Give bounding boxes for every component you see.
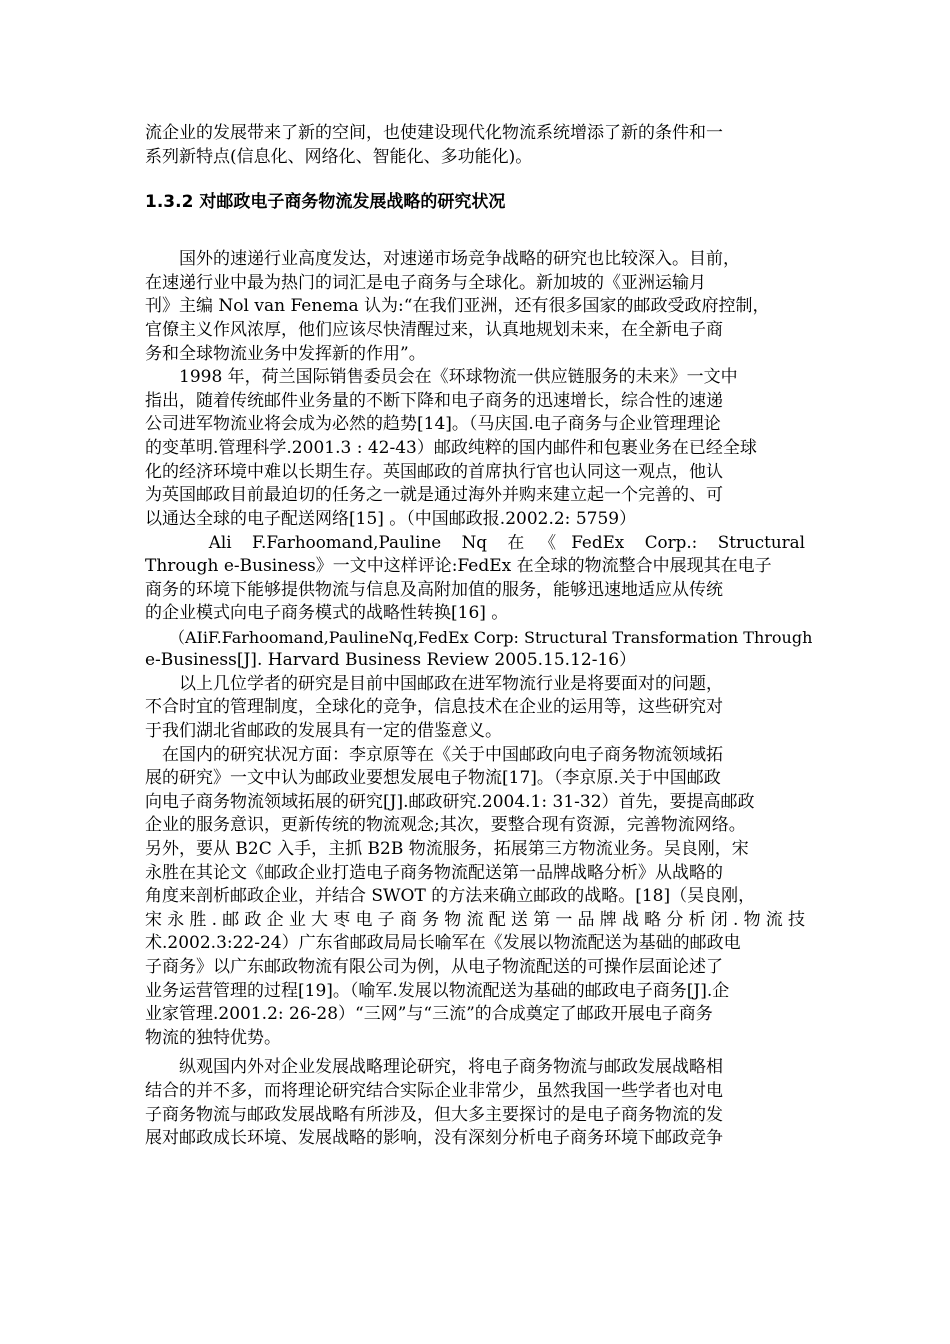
text-line: 国外的速递行业高度发达，对速递市场竞争战略的研究也比较深入。目前， [145,249,740,270]
text-line: 展的研究》一文中认为邮政业要想发展电子物流[17]。（李京原.关于中国邮政 [145,768,721,789]
paragraph-summary [145,673,805,744]
text-line: 在国内的研究状况方面：李京原等在《关于中国邮政向电子商务物流领域拓 [145,744,723,765]
paragraph-netherlands [145,366,805,531]
text-line: 纵观国内外对企业发展战略理论研究，将电子商务物流与邮政发展战略相 [145,1057,723,1078]
text-line: 公司进军物流业将会成为必然的趋势[14]。（马庆国.电子商务与企业管理理论 [145,414,721,435]
text-line: Ali F.Farhoomand,Pauline Nq 在《FedEx Corp.: Structural [208,532,805,553]
text-line: 流企业的发展带来了新的空间，也使建设现代化物流系统增添了新的条件和一 [145,123,723,143]
intro-paragraph [145,122,805,169]
text-line: 结合的并不多，而将理论研究结合实际企业非常少，虽然我国一些学者也对电 [145,1080,723,1101]
text-line: 商务的环境下能够提供物流与信息及高附加值的服务，能够迅速地适应从传统 [145,579,723,600]
text-line: 1998 年，荷兰国际销售委员会在《环球物流一供应链服务的未来》一文中 [145,367,738,388]
text-line: 不合时宜的管理制度，全球化的竞争，信息技术在企业的运用等，这些研究对 [145,697,723,718]
text-line: 子商务》以广东邮政物流有限公司为例，从电子物流配送的可操作层面论述了 [145,957,723,977]
text-line: 以通达全球的电子配送网络[15] 。（中国邮政报.2002.2: 5759） [145,508,637,529]
text-line: 于我们湖北省邮政的发展具有一定的借鉴意义。 [145,721,502,742]
text-line: e-Business[J]. Harvard Business Review 2005.15.12-16） [145,650,637,671]
text-line: 术.2002.3:22-24）广东省邮政局局长喻军在《发展以物流配送为基础的邮政电 [145,933,741,954]
text-line: 的企业模式向电子商务模式的战略性转换[16] 。 [145,603,509,624]
text-line: 为英国邮政目前最迫切的任务之一就是通过海外并购来建立起一个完善的、可 [145,485,723,506]
section-heading: 1.3.2 对邮政电子商务物流发展战略的研究状况 [145,192,506,213]
text-line: 业务运营管理的过程[19]。（喻军.发展以物流配送为基础的邮政电子商务[J].企 [145,980,730,1001]
text-line: 展对邮政成长环境、发展战略的影响，没有深刻分析电子商务环境下邮政竞争 [145,1128,723,1149]
text-line: 业家管理.2001.2: 26-28）“三网”与“三流”的合成奠定了邮政开展电子商务 [145,1004,713,1025]
text-line: 系列新特点(信息化、网络化、智能化、多功能化)。 [145,146,533,167]
paragraph-foreign-research [145,248,805,366]
paragraph-fedex [145,531,805,625]
text-line: 另外，要从 B2C 入手，主抓 B2B 物流服务，拓展第三方物流业务。吴良刚，宋 [145,839,749,860]
text-line: 宋永胜.邮政企业大枣电子商务物流配送第一品牌战略分析闭.物流技 [145,909,805,930]
text-line: 官僚主义作风浓厚，他们应该尽快清醒过来，认真地规划未来，在全新电子商 [145,319,723,340]
text-line: 角度来剖析邮政企业，并结合 SWOT 的方法来确立邮政的战略。[18]（吴良刚， [145,886,756,907]
text-line: 子商务物流与邮政发展战略有所涉及，但大多主要探讨的是电子商务物流的发 [145,1104,723,1125]
text-line: 刊》主编 Nol van Fenema 认为:“在我们亚洲，还有很多国家的邮政受政府控制， [145,296,770,317]
text-line: 企业的服务意识，更新传统的物流观念;其次，要整合现有资源，完善物流网络。 [145,815,746,836]
text-line: 永胜在其论文《邮政企业打造电子商务物流配送第一品牌战略分析》从战略的 [145,862,723,883]
text-line: 在速递行业中最为热门的词汇是电子商务与全球化。新加坡的《亚洲运输月 [145,272,706,293]
text-line: 向电子商务物流领域拓展的研究[J].邮政研究.2004.1: 31-32）首先，要提高邮政 [145,791,755,812]
paragraph-fedex-citation [145,626,813,673]
text-line: 化的经济环境中难以长期生存。英国邮政的首席执行官也认同这一观点，他认 [145,461,723,482]
paragraph-conclusion [145,1056,805,1150]
text-line: 务和全球物流业务中发挥新的作用”。 [145,343,426,364]
text-line: 物流的独特优势。 [145,1027,281,1048]
paragraph-domestic-research [145,744,805,1051]
text-line: 指出，随着传统邮件业务量的不断下降和电子商务的迅速增长，综合性的速递 [145,390,723,411]
text-line: （AIiF.Farhoomand,PaulineNq,FedEx Corp: Structural Transformation Through [145,627,813,647]
document-body [145,122,813,1151]
text-line: 的变革明.管理科学.2001.3 : 42-43）邮政纯粹的国内邮件和包裹业务在已经全球 [145,437,757,458]
text-line: 以上几位学者的研究是目前中国邮政在进军物流行业是将要面对的问题， [145,673,723,694]
text-line: Through e-Business》一文中这样评论:FedEx 在全球的物流整合中展现其在电子 [145,555,772,576]
